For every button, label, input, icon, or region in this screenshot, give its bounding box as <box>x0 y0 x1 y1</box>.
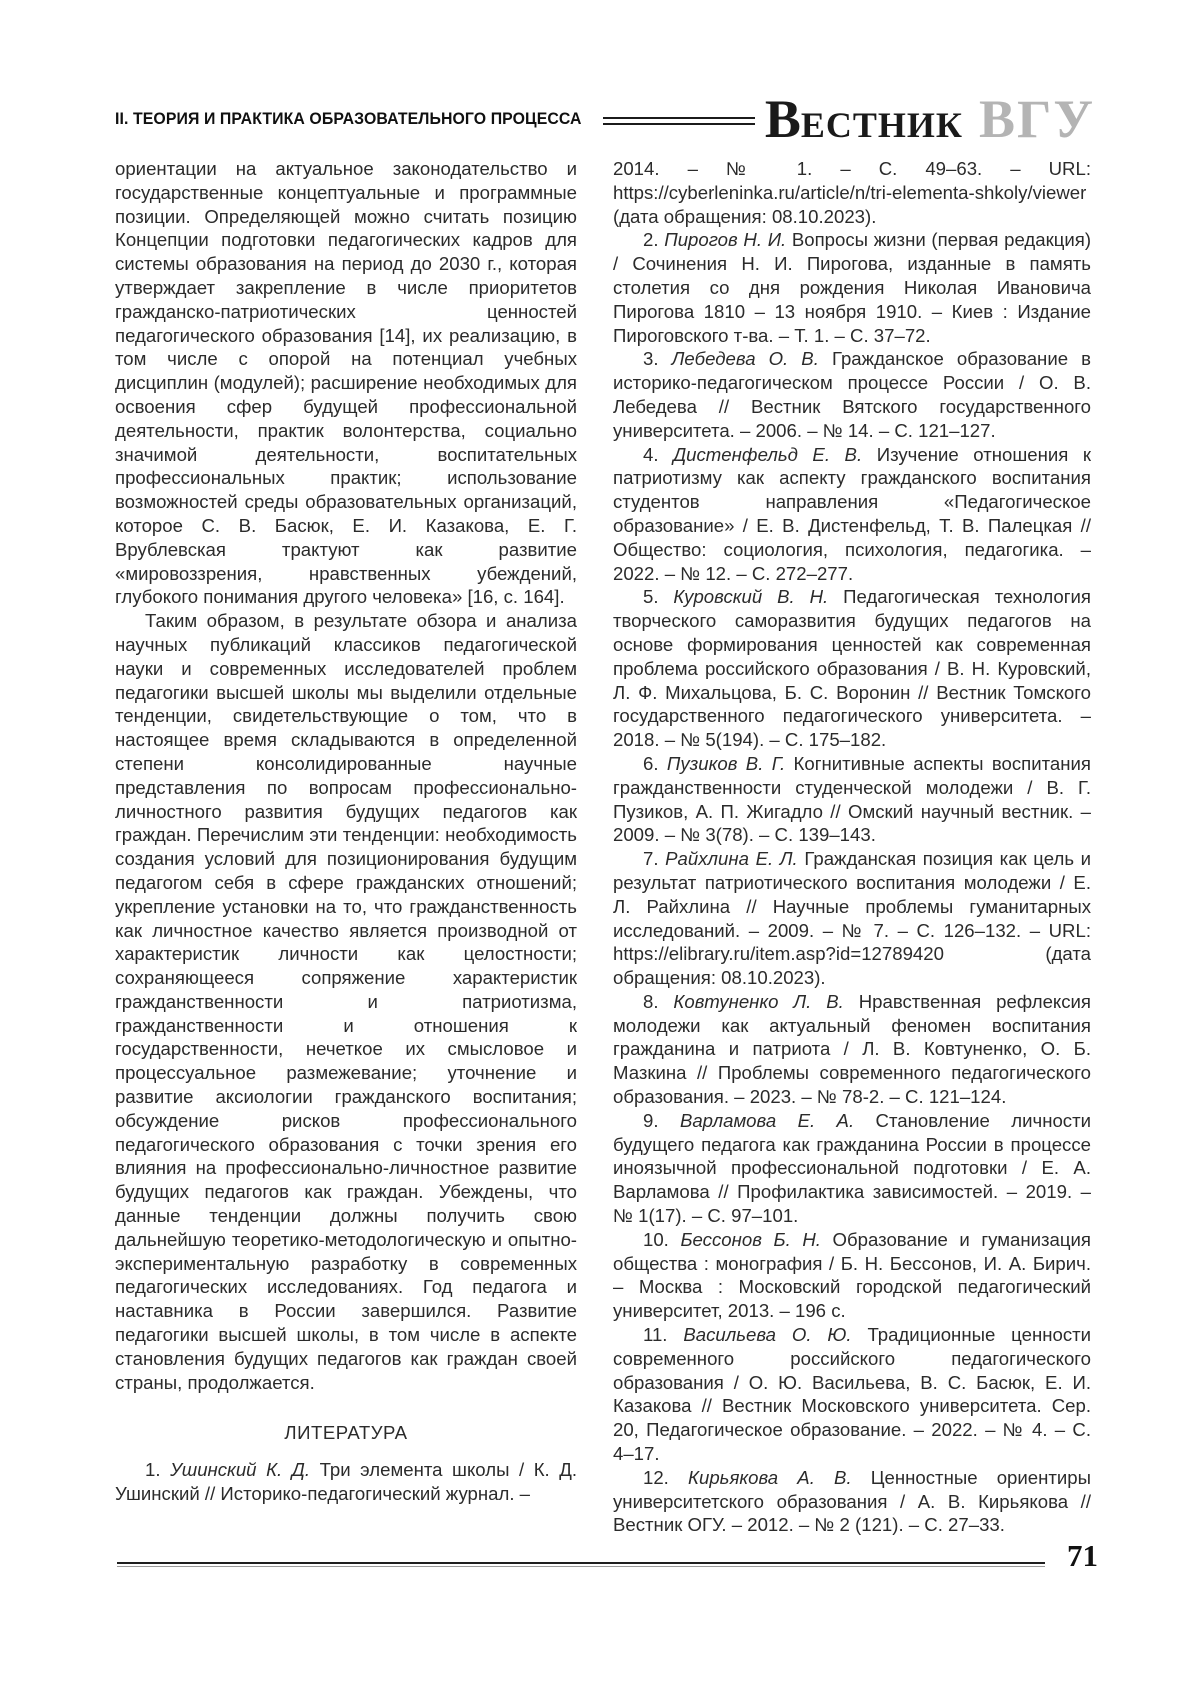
reference-text: Образование и гуманизация общества : монография / Б. Н. Бессонов, И. А. Бирич. – Москва : Московский городской педагогический университет, 2013. – 196 с. <box>613 1228 1091 1322</box>
reference-text: Гражданская позиция как цель и результат патриотического воспитания молодежи / Е. Л. Райхлина // Научные проблемы гуманитарных исследований. – 2009. – № 7. – С. 126–132. – URL: https://elibrary.ru/item.asp?id=12789420 (дата обращения: 08.10.2023). <box>613 848 1092 989</box>
article-body <box>115 157 1091 1537</box>
reference-authors: Куровский В. Н. <box>673 586 829 608</box>
reference-authors: Райхлина Е. Л. <box>665 848 798 870</box>
reference-text: Вопросы жизни (первая редакция) / Сочинения Н. И. Пирогова, изданные в память столетия со дня рождения Николая Ивановича Пирогова 1810 – 13 ноября 1910. – Киев : Издание Пироговского т-ва. – Т. 1. – С. 37–72. <box>613 229 1092 346</box>
reference-authors: Варламова Е. А. <box>679 1109 855 1131</box>
paragraph: Таким образом, в результате обзора и анализа научных публикаций классиков педагогической науки и современных исследователей проблем педагогики высшей школы мы выделили отдельные тенденции, свидетельствующие о том, что в настоящее время складываются в определенной степени консолидированные научные представления по вопросам профессионально-личностного развития будущих педагогов как граждан. Перечислим эти тенденции: необходимость создания условий для позиционирования будущим педагогом себя в сфере гражданских отношений; укрепление установки на то, что гражданственность как личностное качество является производной от характеристик личности как целостности; сохраняющееся сопряжение характеристик гражданственности и патриотизма, гражданственности и отношения к государственности, нечеткое их смысловое и процессуальное размежевание; уточнение и развитие аксиологии гражданского воспитания; обсуждение рисков профессионального педагогического образования с точки зрения его влияния на профессионально-личностное развитие будущих педагогов как граждан. Убеждены, что данные тенденции должны получить свою дальнейшую теоретико-методологическую и опытно-экспериментальную разработку в современных педагогических исследованиях. Год педагога и наставника в России завершился. Развитие педагогики высшей школы, в том числе в аспекте становления будущих педагогов как граждан своей страны, продолжается. <box>115 610 577 1393</box>
journal-logo-name: ЕСТНИК <box>800 105 963 145</box>
reference-authors: Бессонов Б. Н. <box>680 1228 821 1250</box>
reference-item-12 <box>613 1466 1091 1537</box>
reference-text: Ценностные ориентиры университетского образования / А. В. Кирьякова // Вестник ОГУ. – 2012. – № 2 (121). – С. 27–33. <box>613 1466 1091 1536</box>
reference-text: Гражданское образование в историко-педагогическом процессе России / О. В. Лебедева // Вестник Вятского государственного университета. – 2006. – № 14. – С. 121–127. <box>613 348 1092 441</box>
reference-number: 9. <box>643 1109 659 1131</box>
reference-item-8 <box>613 990 1091 1109</box>
section-title: II. ТЕОРИЯ И ПРАКТИКА ОБРАЗОВАТЕЛЬНОГО ПРОЦЕССА <box>115 109 582 128</box>
reference-number: 5. <box>643 586 659 608</box>
reference-item-3 <box>613 347 1091 442</box>
reference-number: 4. <box>643 443 659 465</box>
reference-number: 1. <box>145 1459 161 1481</box>
reference-number: 8. <box>643 990 659 1012</box>
reference-authors: Лебедева О. В. <box>671 348 819 370</box>
reference-text: Изучение отношения к патриотизму как аспекту гражданского воспитания студентов направления «Педагогическое образование» / Е. В. Дистенфельд, Т. В. Палецкая // Общество: социология, психология, педагогика. – 2022. – № 12. – С. 272–277. <box>613 443 1091 584</box>
reference-item-1-continuation: 2014. – № 1. – С. 49–63. – URL: https://cyberleninka.ru/article/n/tri-elementa-shkoly/viewer (дата обращения: 08.10.2023). <box>613 158 1091 227</box>
reference-text: Когнитивные аспекты воспитания гражданственности студенческой молодежи / В. Г. Пузиков, А. П. Жигадло // Омский научный вестник. – 2009. – № 3(78). – С. 139–143. <box>613 752 1091 846</box>
reference-item-2 <box>613 228 1091 347</box>
reference-number: 6. <box>643 752 659 774</box>
reference-item-5 <box>613 585 1091 752</box>
reference-authors: Кирьякова А. В. <box>688 1466 852 1488</box>
header-divider <box>603 117 755 125</box>
reference-authors: Васильева О. Ю. <box>683 1324 852 1346</box>
reference-authors: Дистенфельд Е. В. <box>673 443 863 465</box>
journal-logo-initial: В <box>764 89 801 149</box>
reference-text: Нравственная рефлексия молодежи как актуальный феномен воспитания гражданина и патриота / Л. В. Ковтуненко, О. Б. Мазкина // Проблемы современного педагогического образования. – 2023. – № 78-2. – С. 121–124. <box>613 990 1092 1108</box>
reference-item-1 <box>115 1458 577 1506</box>
reference-number: 2. <box>643 229 659 251</box>
reference-number: 3. <box>643 348 659 370</box>
reference-number: 7. <box>643 848 659 870</box>
reference-item-9 <box>613 1109 1091 1228</box>
reference-authors: Пузиков В. Г. <box>666 752 786 774</box>
reference-number: 10. <box>643 1228 669 1250</box>
reference-number: 11. <box>643 1324 668 1346</box>
reference-text: Традиционные ценности современного российского педагогического образования / О. Ю. Васильева, В. С. Басюк, Е. И. Казакова // Вестник Московского университета. Сер. 20, Педагогическое образование. – 2022. – № 4. – С. 4–17. <box>613 1324 1092 1465</box>
reference-item-7 <box>613 847 1091 990</box>
reference-number: 12. <box>643 1466 669 1488</box>
column-left <box>115 157 577 1537</box>
page-number: 71 <box>1067 1538 1098 1573</box>
reference-item-4 <box>613 443 1091 586</box>
journal-logo <box>764 89 1095 149</box>
running-head <box>115 89 1095 149</box>
reference-text: Три элемента школы / К. Д. Ушинский // Историко-педагогический журнал. – <box>115 1459 578 1505</box>
reference-text: Становление личности будущего педагога как гражданина России в процессе иноязычной профессиональной подготовки / Е. А. Варламова // Профилактика зависимостей. – 2019. – № 1(17). – С. 97–101. <box>613 1109 1092 1227</box>
column-right <box>613 157 1091 1537</box>
reference-authors: Пирогов Н. И. <box>664 229 787 251</box>
reference-item-6 <box>613 752 1091 847</box>
reference-authors: Ковтуненко Л. В. <box>673 990 844 1012</box>
literature-heading: ЛИТЕРАТУРА <box>284 1422 408 1444</box>
reference-text: Педагогическая технология творческого саморазвития будущих педагогов на основе формирования ценностей как современная проблема российского образования / В. Н. Куровский, Л. Ф. Михальцова, Б. С. Воронин // Вестник Томского государственного педагогического университета. – 2018. – № 5(194). – С. 175–182. <box>613 586 1091 751</box>
reference-item-10 <box>613 1228 1091 1323</box>
reference-authors: Ушинский К. Д. <box>170 1459 311 1481</box>
paragraph: ориентации на актуальное законодательство и государственные концептуальные и программные позиции. Определяющей можно считать позицию Концепции подготовки педагогических кадров для системы образования на период до 2030 г., которая утверждает закрепление в числе приоритетов гражданско-патриотических ценностей педагогического образования [14], их реализацию, в том числе с опорой на потенциал учебных дисциплин (модулей); расширение необходимых для освоения сфер будущей профессиональной деятельности, практик волонтерства, социально значимой деятельности, воспитательных профессиональных практик; использование возможностей среды образовательных организаций, которое С. В. Басюк, Е. И. Казакова, Е. Г. Врублевская трактуют как развитие «мировоззрения, нравственных убеждений, глубокого понимания другого человека» [16, с. 164]. <box>115 158 577 608</box>
footer-divider <box>117 1562 1045 1567</box>
journal-logo-abbr: ВГУ <box>978 89 1095 149</box>
reference-item-11 <box>613 1323 1091 1466</box>
